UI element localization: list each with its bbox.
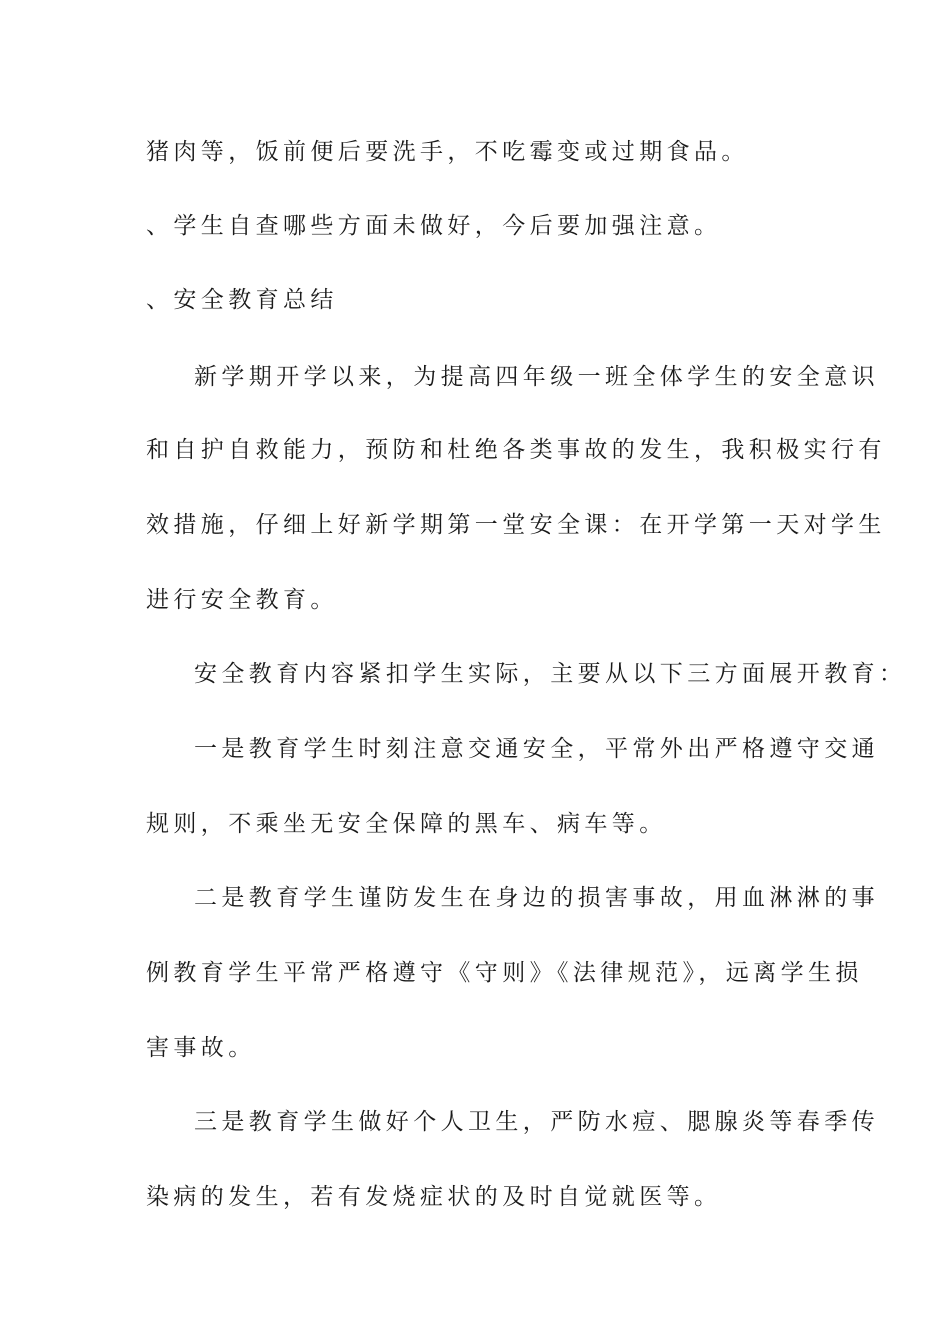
paragraph-line: 害事故。 (146, 1035, 256, 1061)
paragraph-line: 安全教育内容紧扣学生实际，主要从以下三方面展开教育： (194, 661, 907, 687)
paragraph-line: 新学期开学以来，为提高四年级一班全体学生的安全意识 (194, 364, 879, 390)
paragraph-line: 效措施，仔细上好新学期第一堂安全课：在开学第一天对学生 (146, 512, 886, 538)
paragraph-line: 猪肉等，饭前便后要洗手，不吃霉变或过期食品。 (146, 139, 749, 165)
paragraph-line: 和自护自救能力，预防和杜绝各类事故的发生，我积极实行有 (146, 437, 886, 463)
paragraph-line: 一是教育学生时刻注意交通安全，平常外出严格遵守交通 (194, 736, 879, 762)
paragraph-line: 进行安全教育。 (146, 587, 338, 613)
paragraph-line: 二是教育学生谨防发生在身边的损害事故，用血淋淋的事 (194, 885, 879, 911)
paragraph-line: 染病的发生，若有发烧症状的及时自觉就医等。 (146, 1184, 722, 1210)
paragraph-line: 三是教育学生做好个人卫生，严防水痘、腮腺炎等春季传 (194, 1109, 879, 1135)
paragraph-line: 、学生自查哪些方面未做好，今后要加强注意。 (146, 213, 722, 239)
paragraph-line: 规则，不乘坐无安全保障的黑车、病车等。 (146, 811, 667, 837)
paragraph-line: 例教育学生平常严格遵守《守则》《法律规范》，远离学生损 (146, 960, 863, 986)
section-heading: 、安全教育总结 (146, 287, 338, 313)
